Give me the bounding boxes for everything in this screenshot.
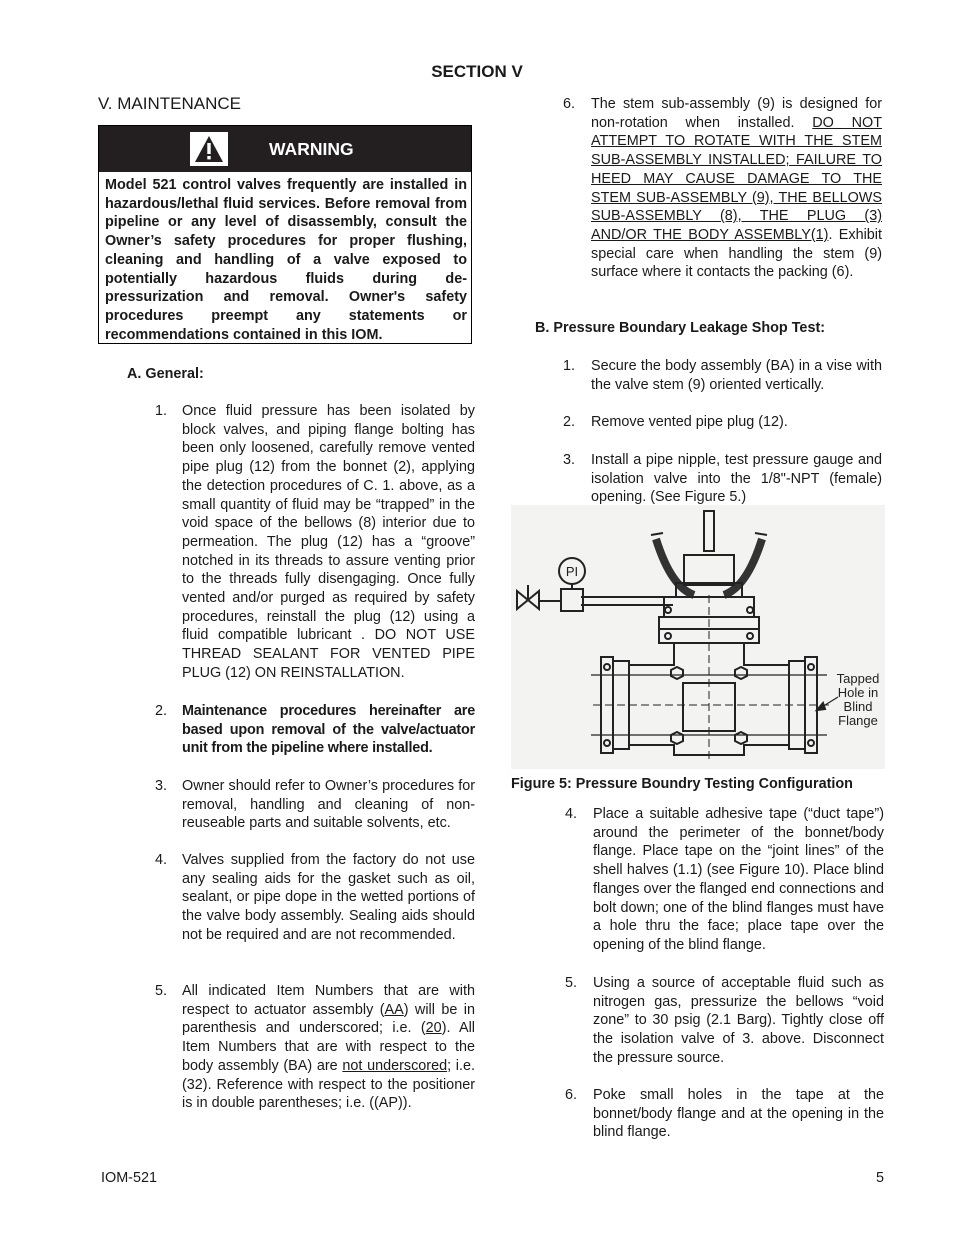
item-number: 5. <box>155 983 168 999</box>
page-number: 5 <box>876 1170 885 1186</box>
item-number: 4. <box>565 806 578 822</box>
test-heading: B. Pressure Boundary Leakage Shop Test: <box>535 320 826 336</box>
callout-line-2: Hole in <box>837 685 879 700</box>
warning-box <box>98 125 472 344</box>
item-number: 6. <box>565 1087 578 1103</box>
item-text: Valves supplied from the factory do not use any sealing aids for the gasket such as oil, sealant, or pipe dope in the wetted portions of the valve body assembly. Sealing aids should not be required and are not recommended. <box>182 852 475 943</box>
item-number: 4. <box>155 852 168 868</box>
item-text: The stem sub-assembly (9) is designed for non-rotation when installed. DO NOT ATTEMPT TO ROTATE WITH THE STEM SUB-ASSEMBLY INSTALLED; FAILURE TO HEED MAY CAUSE DAMAGE TO THE STEM SUB-ASSEMBLY (9), THE BELLOWS SUB-ASSEMBLY (8), THE PLUG (3) AND/OR THE BODY ASSEMBLY(1). Exhibit special care when handling the stem (9) surface where it contacts the packing (6). <box>591 96 882 281</box>
item-number: 1. <box>563 358 576 374</box>
item-text: Maintenance procedures hereinafter are based upon removal of the valve/actuator unit from the pipeline where installed. <box>182 703 475 757</box>
item-number: 3. <box>563 452 576 468</box>
callout-line-1: Tapped <box>836 671 880 686</box>
warning-label: WARNING <box>269 139 354 159</box>
item-text: Secure the body assembly (BA) in a vise with the valve stem (9) oriented vertically. <box>591 358 882 393</box>
maintenance-heading: V. MAINTENANCE <box>98 94 241 113</box>
callout-line-3: Blind <box>843 699 873 714</box>
item-text: Install a pipe nipple, test pressure gauge and isolation valve into the 1/8"-NPT (female) opening. (See Figure 5.) <box>591 452 882 506</box>
warning-header <box>99 126 471 172</box>
item-text: Poke small holes in the tape at the bonnet/body flange and at the opening in the blind flange. <box>593 1087 884 1141</box>
general-heading: A. General: <box>127 366 204 382</box>
item-text: Remove vented pipe plug (12). <box>591 414 788 430</box>
item-number: 5. <box>565 975 578 991</box>
item-text: Place a suitable adhesive tape (“duct tape”) around the perimeter of the bonnet/body flange. Place tape on the “joint lines” of the shell halves (1.1) (see Figure 10). Place blind flanges over the flanged end connections and bolt down; one of the blind flanges must have a hole thru the face; place tape over the opening of the blind flange. <box>593 806 884 953</box>
item-text: Once fluid pressure has been isolated by block valves, and piping flange bolting has been only loosened, carefully remove vented pipe plug (12) from the bonnet (2), applying the detection procedures of C. 1. above, as a small quantity of fluid may be “trapped” in the void space of the bellows (8) interior due to permeation. The plug (12) has a “groove” notched in its threads to assure venting prior to the threads fully disengaging. Once fully vented and/or purged as required by safety procedures, reinstall the plug (12) using a fluid compatible lubricant . DO NOT USE THREAD SEALANT FOR VENTED PIPE PLUG (12) ON REINSTALLATION. <box>182 403 475 681</box>
footer-doc-id: IOM-521 <box>101 1170 157 1186</box>
callout-line-4: Flange <box>838 713 878 728</box>
section-title: SECTION V <box>431 62 523 81</box>
warning-triangle-icon <box>190 132 228 166</box>
figure-caption: Figure 5: Pressure Boundry Testing Configuration <box>511 776 853 792</box>
item-text: Using a source of acceptable fluid such as nitrogen gas, pressurize the bellows “void zone” to 30 psig (2.1 Barg). Tightly close off the isolation valve of 3. above. Disconnect the pressure source. <box>593 975 884 1066</box>
item-number: 2. <box>155 703 168 719</box>
item-text: All indicated Item Numbers that are with respect to actuator assembly (AA) will be in parenthesis and underscored; i.e. (20). All Item Numbers that are with respect to the body assembly (BA) are not underscored; i.e. (32). Reference with respect to the positioner is in double parentheses; i.e. ((AP)). <box>182 983 475 1112</box>
item-number: 2. <box>563 414 576 430</box>
valve-test-diagram <box>511 505 885 769</box>
gauge-label: PI <box>565 564 579 579</box>
figure-5 <box>511 505 885 769</box>
item-number: 3. <box>155 778 168 794</box>
item-number: 6. <box>563 96 576 112</box>
item-text: Owner should refer to Owner’s procedures for removal, handling and cleaning of non-reuseable parts and suitable solvents, etc. <box>182 778 475 832</box>
item-number: 1. <box>155 403 168 419</box>
warning-text: Model 521 control valves frequently are installed in hazardous/lethal fluid services. Before removal from pipeline or any level of disassembly, consult the Owner’s safety procedures for proper flushing, cleaning and handling of a valve exposed to potentially hazardous fluids during de-pressurization and removal. Owner's safety procedures preempt any statements or recommendations contained in this IOM. <box>105 177 467 343</box>
